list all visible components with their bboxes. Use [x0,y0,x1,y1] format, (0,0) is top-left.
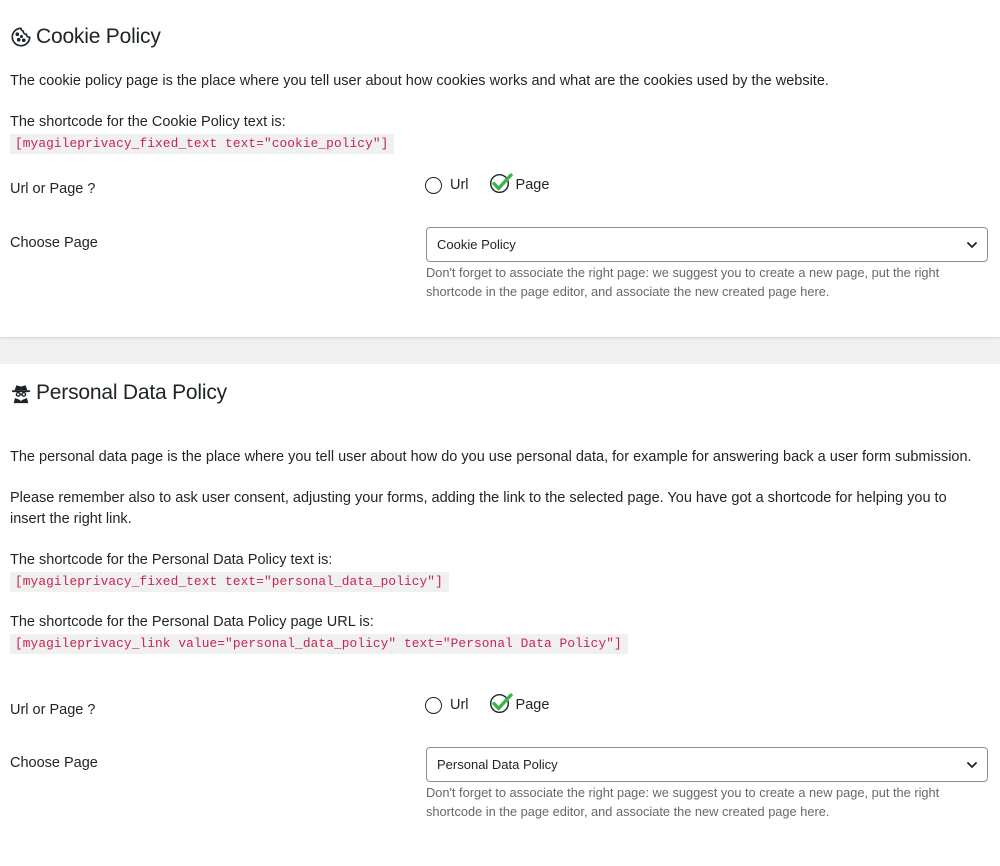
cookie-url-or-page-label: Url or Page ? [10,181,96,197]
personal-radio-url[interactable] [425,697,469,714]
cookie-shortcode-label: The shortcode for the Cookie Policy text is: [10,114,286,130]
personal-data-reminder: Please remember also to ask user consent, adjusting your forms, adding the link to the selected page. You have got a shortcode for helping you to insert the right link. [10,490,947,527]
personal-data-policy-panel [0,364,1000,866]
checkmark-icon[interactable] [489,172,513,198]
personal-data-description: The personal data page is the place where you tell user about how do you use personal data, for example for answering back a user form submission. [10,449,972,465]
cookie-policy-title-text: Cookie Policy [36,25,161,48]
cookie-icon [10,26,32,48]
cookie-choose-page-label: Choose Page [10,235,98,251]
personal-data-policy-title [10,381,227,405]
personal-data-policy-title-text: Personal Data Policy [36,381,227,404]
cookie-policy-panel [0,0,1000,338]
radio-empty-icon[interactable] [425,697,442,714]
radio-empty-icon[interactable] [425,177,442,194]
personal-page-select[interactable] [426,747,988,782]
personal-choose-page-label: Choose Page [10,755,98,771]
personal-radio-page[interactable] [489,692,550,718]
cookie-shortcode: [myagileprivacy_fixed_text text="cookie_policy"] [10,134,394,154]
checkmark-icon[interactable] [489,692,513,718]
cookie-policy-description: The cookie policy page is the place where you tell user about how cookies works and what are the cookies used by the website. [10,73,829,89]
chevron-down-icon [965,238,979,252]
personal-radio-page-label: Page [515,697,550,713]
cookie-radio-url[interactable] [425,177,469,194]
cookie-radio-url-label: Url [450,177,469,193]
personal-page-select-value: Personal Data Policy [437,757,558,772]
personal-shortcode-text: [myagileprivacy_fixed_text text="personal_data_policy"] [10,572,449,592]
cookie-url-or-page-radio-group [425,172,569,198]
cookie-page-select-value: Cookie Policy [437,237,516,252]
personal-shortcode-text-label: The shortcode for the Personal Data Policy text is: [10,552,333,568]
cookie-radio-page[interactable] [489,172,550,198]
chevron-down-icon [965,758,979,772]
cookie-policy-title [10,25,161,49]
personal-page-hint: Don't forget to associate the right page: we suggest you to create a new page, put the right shortcode in the page editor, and associate the new created page here. [426,785,940,819]
detective-icon [10,382,32,404]
personal-shortcode-url-label: The shortcode for the Personal Data Policy page URL is: [10,614,374,630]
personal-url-or-page-radio-group [425,692,569,718]
cookie-radio-page-label: Page [515,177,550,193]
personal-url-or-page-label: Url or Page ? [10,702,96,718]
personal-shortcode-url: [myagileprivacy_link value="personal_data_policy" text="Personal Data Policy"] [10,634,628,654]
personal-radio-url-label: Url [450,697,469,713]
cookie-page-hint: Don't forget to associate the right page: we suggest you to create a new page, put the right shortcode in the page editor, and associate the new created page here. [426,265,940,299]
cookie-page-select[interactable] [426,227,988,262]
